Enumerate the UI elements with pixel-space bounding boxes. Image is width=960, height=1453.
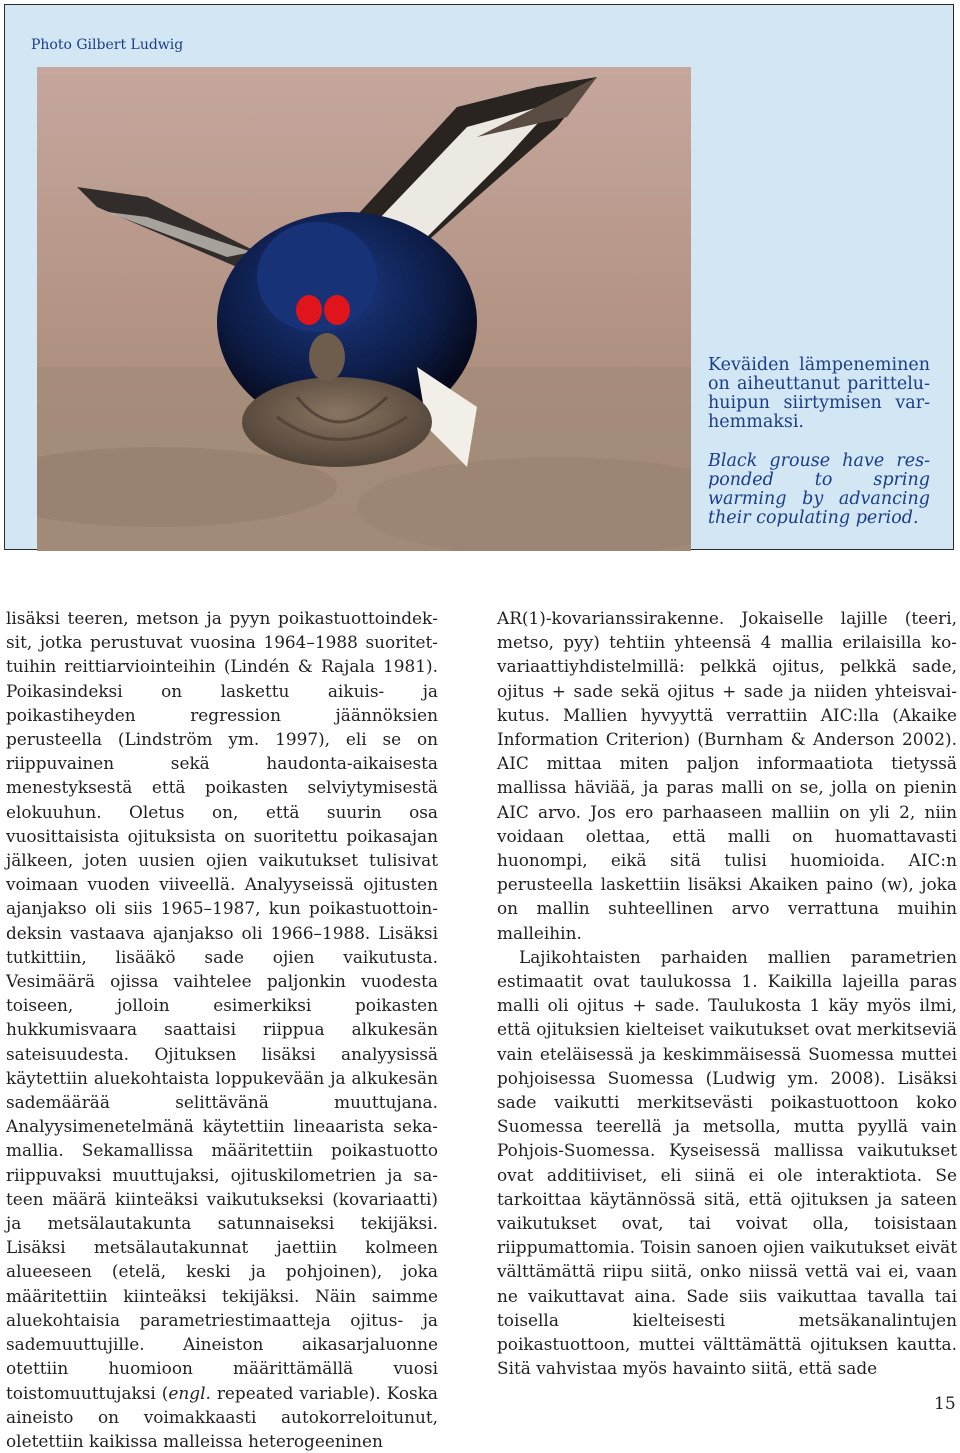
right-column-paragraph-1: AR(1)-kovarianssirakenne. Jokaiselle lajille (teeri, metso, pyy) tehtiin yhteensä 4 mallia erilaisilla kovariaattiyhdistelmillä: pelkkä ojitus, pelkkä sade, ojitus + sade sekä ojitus + sade ja niiden yhteisvaikutus. Mallien hyvyyttä verrattiin AIC:lla (Akaike Information Criterion) (Burnham & Anderson 2002). AIC mittaa miten paljon informaatiota tietyssä mallissa häviää, ja paras malli on se, jolla on pienin AIC arvo. Jos ero parhaaseen malliin on yli 2, niin voidaan olettaa, että malli on huomattavasti huonompi, eikä sitä tulisi huomioida. AIC:n perusteella laskettiin lisäksi Akaiken paino (w), joka on mallin suhteellinen arvo verrattuna muihin malleihin. [497,608,957,943]
left-column-engl: engl. [168,1382,211,1403]
right-column [497,606,957,1381]
grouse-photo-illustration [37,67,691,551]
grouse-photo [37,67,691,551]
page-number: 15 [934,1394,956,1414]
left-column [6,606,438,1453]
caption-finnish: Keväiden lämpeneminen on aiheuttanut paritteluhuipun siirtymisen varhemmaksi. [708,355,930,432]
left-column-text-end: repeated variable). Koska aineisto on voimakkaasti autokorreloitunut, oletettiin kaikissa malleissa heterogeeninen [6,1382,439,1451]
left-column-paragraph [6,606,438,1453]
left-column-text: lisäksi teeren, metson ja pyyn poikastuottoindeksit, jotka perustuvat vuosina 1964–1988 suoritettuihin reittiarviointeihin (Lindén & Rajala 1981). Poikasindeksi on laskettu aikuis- ja poikastiheyden regression jäännöksien perusteella (Lindström ym. 1997), eli se on riippuvainen sekä haudonta-aikaisesta menestyksestä että poikasten selviytymisestä elokuuhun. Oletus on, että suurin osa vuosittaisista ojituksista on suoritettu poikasajan jälkeen, joten uusien ojien vaikutukset tulisivat voimaan vuoden viiveellä. Analyyseissä ojitusten ajanjakso oli siis 1965–1987, kun poikastuottoindeksin vastaava ajanjakso oli 1966–1988. Lisäksi tutkittiin, lisääkö sade ojien vaikutusta. Vesimäärä ojissa vaihtelee paljonkin vuodesta toiseen, jolloin esimerkiksi poikasten hukkumisvaara saattaisi riippua alkukesän sateisuudesta. Ojituksen lisäksi analyysissä käytettiin aluekohtaista loppukevään ja alkukesän sademäärää selittävänä muuttujana. Analyysimenetelmänä käytettiin lineaarista sekamallia. Sekamallissa määritettiin poikastuotto riippuvaksi muuttujaksi, ojituskilometrien ja sateen määrä kiinteäksi vaikutukseksi (kovariaatti) ja metsälautakunta satunnaiseksi tekijäksi. Lisäksi metsälautakunnat jaettiin kolmeen alueeseen (etelä, keski ja pohjoinen), joka määritettiin kiinteäksi tekijäksi. Näin saimme aluekohtaisia parametriestimaatteja ojitus- ja sademuuttujille. Aineiston aikasarjaluonne otettiin huomioon määrittämällä vuosi toistomuuttujaksi ( [6,608,438,1403]
right-column-paragraph-2: Lajikohtaisten parhaiden mallien parametrien estimaatit ovat taulukossa 1. Kaikilla lajeilla paras malli oli ojitus + sade. Taulukosta 1 käy myös ilmi, että ojituksien kielteiset vaikutukset ovat merkitseviä vain eteläisessä ja keskimmäisessä Suomessa muttei pohjoisessa Suomessa (Ludwig ym. 2008). Lisäksi sade vaikutti merkitsevästi poikastuottoon koko Suomessa teerellä ja metsolla, mutta pyyllä vain Pohjois-Suomessa. Kyseisessä mallissa vaikutukset ovat additiiviset, eli siinä ei ole interaktiota. Se tarkoittaa käytännössä sitä, että ojituksen ja sateen vaikutukset ovat, tai voivat olla, toisistaan riippumattomia. Toisin sanoen ojien vaikutukset eivät välttämättä riipu siitä, onko niissä vettä vai ei, vaan ne vaikuttavat aina. Sade siis vaikuttaa tavalla tai toisella kielteisesti metsäkanalintujen poikastuottoon, muttei välttämättä ojituksen kautta. Sitä vahvistaa myös havainto siitä, että sade [497,946,957,1379]
caption-english: Black grouse have responded to spring warming by advancing their copulating period. [708,451,930,528]
photo-credit: Photo Gilbert Ludwig [31,37,184,53]
